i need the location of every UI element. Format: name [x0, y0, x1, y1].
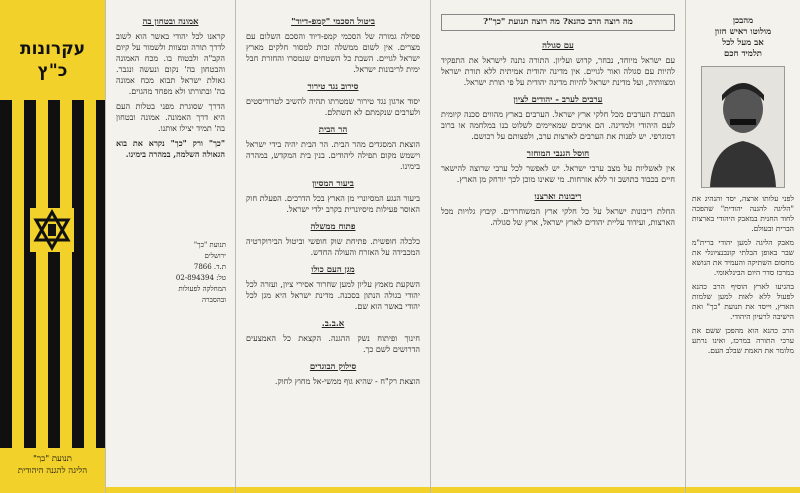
section-text: חינוך ופיתוח נשק ההגנה. הקצאת כל האמצעים הדרושים לשם כך. — [246, 334, 420, 354]
section-heading: עם סגולה — [542, 41, 574, 51]
section-heading: ביעור המסיון — [312, 179, 354, 189]
section-text: הוצאת רק"ח - שהיא גוף ממשי-אל מחוץ לחוק. — [274, 377, 420, 386]
section-heading: א.ב.ב. — [321, 319, 345, 329]
panel-goals — [430, 0, 685, 493]
cover-stripe — [36, 100, 48, 448]
cover-title-line1: עקרונות — [19, 39, 86, 59]
section-text: עם ישראל מיוחד, נבחר, קדוש ועליון. התורה נתנה לישראל את התפקיד להיות עם סגולה ואור לגויים. אין מדינה יהודית אמיתית ללא תורת ישראל ומצוותיה, ועל מדינת ישראל להיות מדינה יהודית על פי תורת ישראל. — [441, 56, 675, 87]
cover-title-line2: כ"ץ — [37, 61, 68, 81]
bio-paragraph: בהגיעו לארץ הוסיף הרב כהנא לפעול ללא לאות למען שלמות הארץ, וייסד את תנועת "כך" ואת הישיבה לרעיון היהודי. — [692, 282, 794, 321]
yellow-fold-bar — [686, 487, 800, 493]
star-of-david-fist-icon — [30, 208, 74, 252]
address-line: המחלקה לפעולות — [178, 285, 226, 293]
cover-stripe — [12, 100, 24, 448]
cover-stripe — [84, 100, 96, 448]
cover-panel — [0, 0, 105, 493]
panel-principles — [235, 0, 430, 493]
cover-title — [4, 38, 101, 82]
yellow-fold-bar — [431, 487, 685, 493]
address-block — [126, 240, 226, 306]
cover-footer — [3, 453, 102, 477]
address-line: ירושלים — [204, 252, 226, 260]
address-line: תנועת "כך" — [193, 241, 226, 249]
address-line: טל: 02-894394 — [175, 274, 226, 282]
section-text: החלת ריבונות ישראל על כל חלקי ארץ המשוחררים. קיבוץ גלויות מכל הארצות, ועידוד עליית יהודים לארץ ישראל, ארץ של סגולה. — [441, 207, 675, 227]
address-line: ובהסברה — [201, 296, 226, 304]
section-heading: סילוק הבוגדים — [309, 362, 357, 372]
panel-faith — [105, 0, 235, 493]
section-heading: ערבים לערב - יהודים לציון — [513, 95, 603, 105]
bio-heading-line: תלמיד חכם — [724, 49, 762, 59]
panel-biography — [685, 0, 800, 493]
section-text: השקעת מאמץ עליון למען שחרור אסירי ציון, ועזרה לכל יהודי בגולה הנתון בסכנה. מדינת ישראל היא מגן לכל יהודי באשר הוא שם. — [246, 280, 420, 311]
bio-paragraph: לפני עלותו ארצה, יסד והנהיג את "הליגה להגנה יהודית" שהפכה לחוד החנית במאבק היהודי בארצות הברית ובעולם. — [692, 194, 794, 233]
section-text: העברת הערבים מכל חלקי ארץ ישראל. הערבים בארץ מהווים סכנה קיומית לעם היהודי ולמדינה. הם אויבים שמאיימים לשלוט בנו במלחמה או ברוב דמוגרפי. יש לפנות את הערבים לארצות ערב, ולפצותם על רכושם. — [441, 110, 675, 141]
cover-footer-line1: תנועת "כך" — [33, 454, 72, 464]
bio-heading-line: אב מעל לכל — [722, 38, 764, 48]
panel2-paragraph: קראנו לכל יהודי באשר הוא לשוב לדרך תורה ומצוות ולשמור על קיום הקב"ה ולבטוח בו. מכח האמונה והבטחון בה' נקום ונעשה ונגבר. גאולת ישראל תבוא מכח אמונה בה' ובתורתו ולא מפחד מהגוים. — [116, 32, 225, 96]
panel4-heading: מה רוצה הרב כהנא? מה רוצה תנועת "כך"? — [441, 14, 675, 31]
section-text: אין לאשליות על מצב ערבי ישראל. יש לאפשר לכל ערבי שרוצה להישאר חיים בכבוד כתושב זר ללא אזרחות. מי שאינו מוכן לכך יורחק מן הארץ. — [441, 164, 675, 184]
portrait-photo — [701, 66, 785, 188]
section-heading: ריבונות וארצנו — [534, 192, 582, 202]
bio-paragraph: הרב כהנא הוא מהפכן ששם את ערכי התורה במרכז, ואינו נרתע מלומר את האמת שבלב העם. — [692, 326, 794, 355]
bio-paragraph: מאבק הליגה למען יהודי ברית"מ שבר באופן הבלתי קונבנציונלי את מחסום השתיקה והעמיד את הנושא במרכז סדר היום הבינלאומי. — [692, 238, 794, 277]
section-text: הוצאת המסגדים מהר הבית. הר הבית יהיה בידי ישראל וישמש מקום תפילה ליהודים. בנין בית המקדש, במהרה בימינו. — [246, 140, 420, 171]
panel2-slogan: "כך" ורק "כך" נקרא את בוא הגאולה השלמה, במהרה בימינו. — [116, 138, 225, 159]
section-heading: סירוב נגד טירור — [307, 82, 359, 92]
section-text: ביעור הנגע המסיונרי מן הארץ בכל הדרכים. הפעלת חוק האוסר פעילות מיסיונרית בקרב ילדי ישראל. — [246, 194, 420, 214]
section-heading: פתוח ממשלה — [310, 222, 356, 232]
panel2-heading: אמונה ובטחון בה — [142, 17, 199, 27]
section-heading: הר הבית — [318, 125, 348, 135]
address-line: ת.ד. 7866 — [193, 263, 226, 271]
section-heading: חוסל הגנבי המוחזר — [526, 149, 590, 159]
cover-stripe — [60, 100, 72, 448]
section-text: כלכלה חופשית. פתיחת שוק חופשי וביטול הבירוקרטיה המכבידה על האזרח והעולה החדש. — [246, 237, 420, 257]
section-heading: ביטול הסכמי "קמפ-דיוד" — [291, 17, 375, 27]
section-heading: מגן העם כולו — [311, 265, 355, 275]
bio-heading-line: מהבכן — [732, 16, 754, 26]
yellow-fold-bar — [106, 487, 235, 493]
section-text: יסוד ארגון נגד טירור שמטרתו תהיה להשיב לטרוריסטים ולערבים שנקמתם לא תשתלם. — [246, 97, 420, 117]
bio-heading-line: מולוטו ראיש חזון — [714, 27, 772, 37]
section-text: פסילה גמורה של הסכמי קמפ-דיוד והסכם השלום עם מצרים. אין לשום ממשלה זכות למסור חלקים מארץ ישראל לגויים. השבת כל השטחים שנמסרו והחזרת חבל ימית לריבונות ישראל. — [246, 32, 420, 74]
yellow-fold-bar — [236, 487, 430, 493]
cover-footer-line2: הליגה להגנה היהודית — [17, 466, 88, 476]
panel2-paragraph: הדרך שסוגרת מפני בטלות העם היא דרך האמונה. אמונה ובטחון בה' תמיד יצילו אותנו. — [116, 102, 225, 133]
